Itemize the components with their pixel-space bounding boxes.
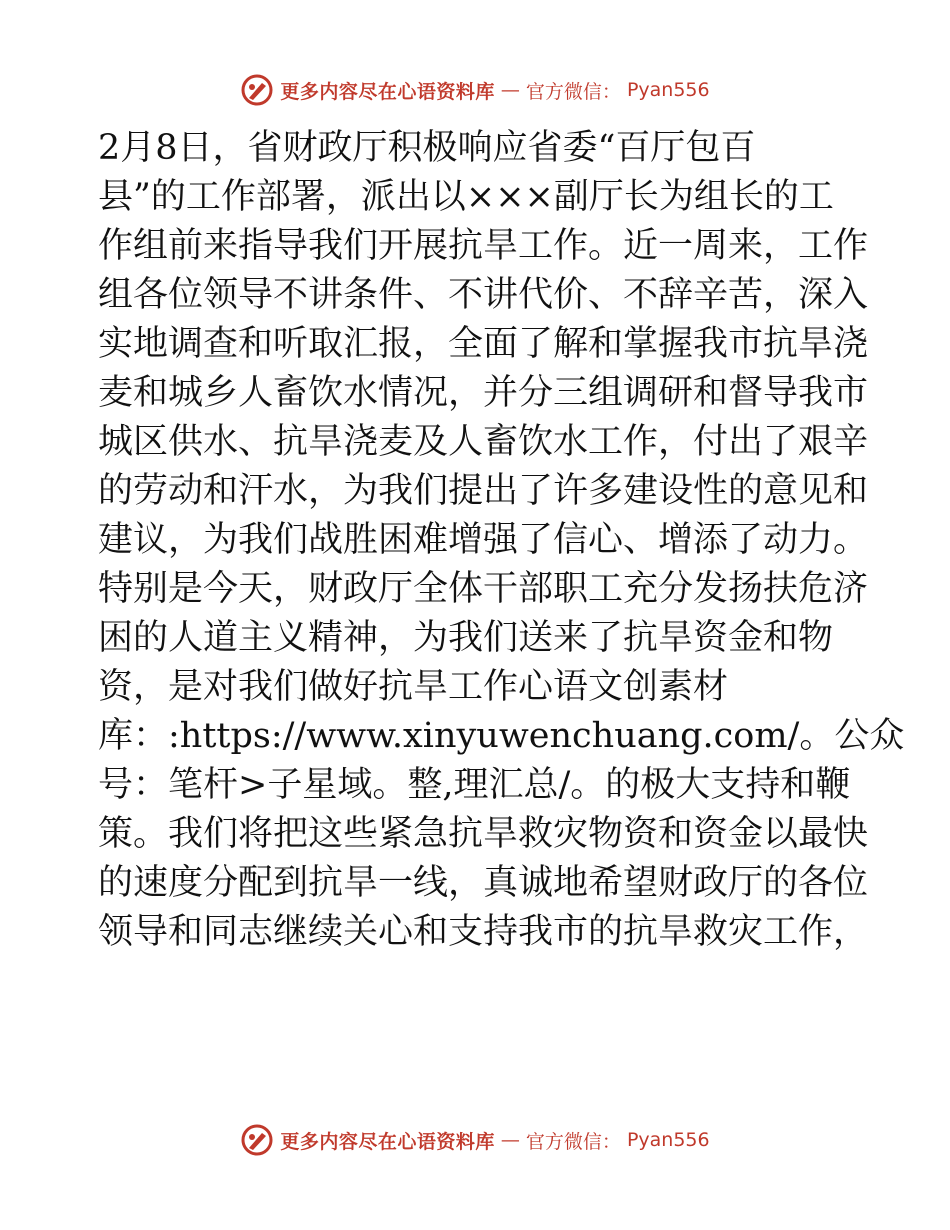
footer-banner [0, 1120, 950, 1160]
text-line: 库：:https://www.xinyuwenchuang.com/。公众 [98, 716, 905, 756]
document-body [98, 124, 905, 957]
text-line: 的劳动和汗水，为我们提出了许多建设性的意见和 [98, 471, 869, 511]
text-line: 特别是今天，财政厅全体干部职工充分发扬扶危济 [98, 569, 869, 609]
footer-main-text: 更多内容尽在心语资料库 [280, 1130, 495, 1153]
footer-wechat-id: Pyan556 [626, 1129, 710, 1151]
banner-wechat-label: 官方微信： [525, 80, 621, 103]
text-line: 组各位领导不讲条件、不讲代价、不辞辛苦，深入 [98, 275, 869, 315]
footer-separator: — [500, 1129, 520, 1151]
banner-wechat-id: Pyan556 [626, 79, 710, 101]
text-line: 2月8日，省财政厅积极响应省委“百厅包百 [98, 128, 756, 168]
text-line: 困的人道主义精神，为我们送来了抗旱资金和物 [98, 618, 834, 658]
pen-seal-icon [240, 73, 274, 107]
text-line: 作组前来指导我们开展抗旱工作。近一周来，工作 [98, 226, 869, 266]
text-line: 建议，为我们战胜困难增强了信心、增添了动力。 [98, 520, 869, 560]
text-line: 的速度分配到抗旱一线，真诚地希望财政厅的各位 [98, 863, 869, 903]
text-line: 城区供水、抗旱浇麦及人畜饮水工作，付出了艰辛 [98, 422, 869, 462]
text-line: 资，是对我们做好抗旱工作心语文创素材 [98, 667, 729, 707]
text-line: 实地调查和听取汇报，全面了解和掌握我市抗旱浇 [98, 324, 869, 364]
footer-wechat-label: 官方微信： [525, 1130, 621, 1153]
text-line: 领导和同志继续关心和支持我市的抗旱救灾工作， [98, 912, 869, 952]
text-line: 策。我们将把这些紧急抗旱救灾物资和资金以最快 [98, 814, 869, 854]
text-line: 号：笔杆>子星域。整,理汇总/。的极大支持和鞭 [98, 765, 851, 805]
header-banner [0, 70, 950, 110]
banner-separator: — [500, 79, 520, 101]
text-line: 麦和城乡人畜饮水情况，并分三组调研和督导我市 [98, 373, 869, 413]
text-line: 县”的工作部署，派出以×××副厅长为组长的工 [98, 177, 834, 217]
pen-seal-icon [240, 1123, 274, 1157]
banner-main-text: 更多内容尽在心语资料库 [280, 80, 495, 103]
